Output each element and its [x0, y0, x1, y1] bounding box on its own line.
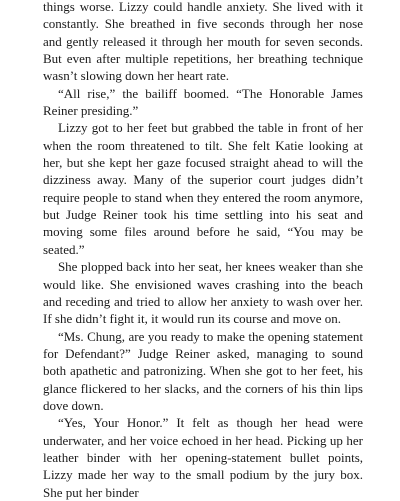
- paragraph-4: She plopped back into her seat, her knees weaker than she would like. She envisioned waves crashing into the beach and receding and tried to allow her anxiety to wash over her. If she didn’t fight it, it would run its course and move on.: [43, 259, 363, 327]
- paragraph-2: “All rise,” the bailiff boomed. “The Honorable James Reiner presiding.”: [43, 85, 363, 119]
- paragraph-5: “Ms. Chung, are you ready to make the opening statement for Defendant?” Judge Reiner asked, managing to sound both apathetic and patronizing. When she got to her feet, his glance flickered to her slacks, and the corners of his thin lips dove down.: [43, 328, 363, 413]
- paragraph-6: “Yes, Your Honor.” It felt as though her head were underwater, and her voice echoed in her head. Picking up her leather binder with her opening-statement bullet points, Lizzy made her way to the small podium by the jury box. She put her binder: [43, 415, 363, 500]
- paragraph-3: Lizzy got to her feet but grabbed the table in front of her when the room threatened to tilt. She felt Katie looking at her, but she kept her gaze focused straight ahead to will the dizziness away. Many of the superior court judges didn’t require people to stand when they entered the room anymore, but Judge Reiner took his time settling into his seat and moving some files around before he said, “You may be seated.”: [43, 120, 363, 257]
- body-text: [43, 0, 363, 501]
- paragraph-1: things worse. Lizzy could handle anxiety. She lived with it constantly. She breathed in five seconds through her nose and gently released it through her mouth for seven seconds. But even after multiple repetitions, her breathing technique wasn’t slowing down her heart rate.: [43, 0, 363, 84]
